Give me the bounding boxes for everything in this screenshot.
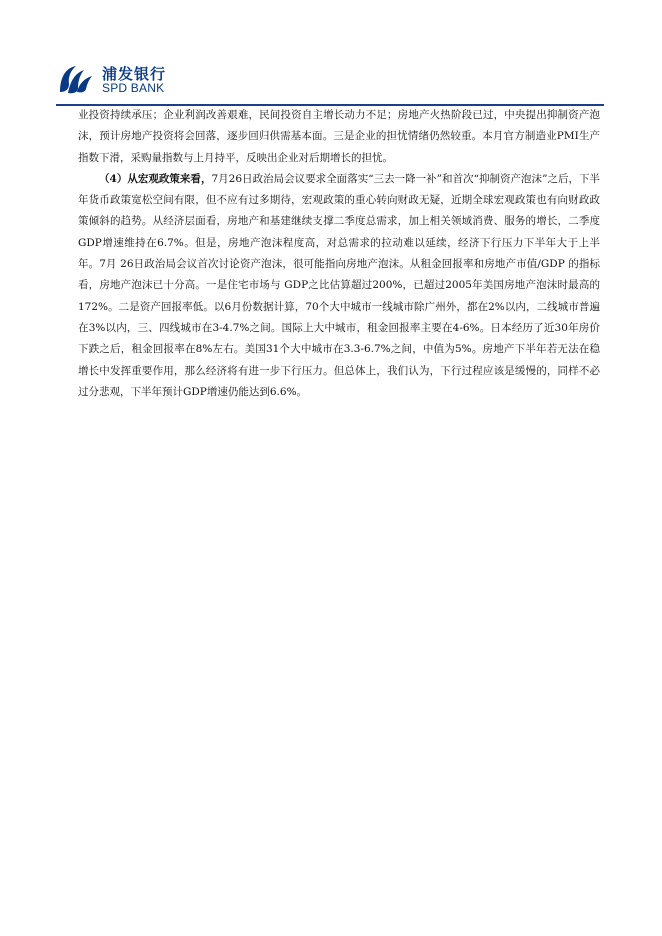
page-header (0, 0, 662, 106)
paragraph-text: 7月26日政治局会议要求全面落实“三去一降一补”和首次“抑制资产泡沫”之后，下半年货币政策宽松空间有限，但不应有过多期待，宏观政策的重心转向财政无疑，近期全球宏观政策也有向财政政策倾斜的趋势。从经济层面看，房地产和基建继续支撑二季度总需求，加上相关领域消费、服务的增长，二季度GDP增速维持在6.7%。但是，房地产泡沫程度高，对总需求的拉动难以延续，经济下行压力下半年大于上半年。7月 26日政治局会议首次讨论资产泡沫，很可能指向房地产泡沫。从租金回报率和房地产市值/GDP 的指标看，房地产泡沫已十分高。一是住宅市场与 GDP之比估算超过200%，已超过2005年美国房地产泡沫时最高的172%。二是资产回报率低。以6月份数据计算，70个大中城市一线城市除广州外，都在2%以内，二线城市普遍在3%以内，三、四线城市在3-4.7%之间。国际上大中城市，租金回报率主要在4-6%。日本经历了近30年房价下跌之后，租金回报率在8%左右。美国31个大中城市在3.3-6.7%之间，中值为5%。房地产下半年若无法在稳增长中发挥重要作用，那么经济将有进一步下行压力。但总体上，我们认为，下行过程应该是缓慢的，同样不必过分悲观，下半年预计GDP增速仍能达到6.6%。 (78, 172, 601, 398)
bank-logo (56, 62, 188, 96)
paragraph-macro-policy (78, 169, 600, 403)
bank-name-en: SPD BANK (102, 81, 165, 95)
spd-bank-logo-icon (56, 62, 94, 96)
document-body (78, 105, 600, 403)
bank-name-cn: 浦发银行 (102, 65, 167, 83)
paragraph-lead: （4）从宏观政策来看， (99, 172, 212, 185)
paragraph-continued: 业投资持续承压；企业利润改善艰难，民间投资自主增长动力不足；房地产火热阶段已过，中央提出抑制资产泡沫，预计房地产投资将会回落，逐步回归供需基本面。三是企业的担忧情绪仍然较重。本月官方制造业PMI生产指数下滑，采购量指数与上月持平，反映出企业对后期增长的担忧。 (78, 109, 600, 164)
